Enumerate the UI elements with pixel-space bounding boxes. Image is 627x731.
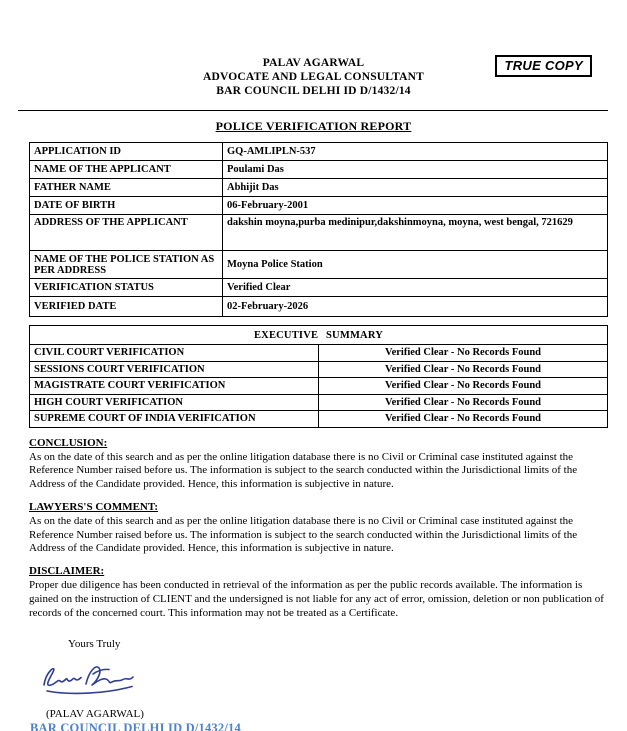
executive-summary-table [29,325,608,428]
table-header-row [30,326,608,345]
lawyers-comment-body: As on the date of this search and as per the online litigation database there is no Civil or Criminal case instituted against the Reference Number raised before us. The information is subject to the search conducted within the Jurisdictional limits of the Address of the Candidate provided. Hence, this information is subjective in nature. [29,514,578,555]
verification-result: Verified Clear - No Records Found [319,361,608,378]
verification-result: Verified Clear - No Records Found [319,411,608,428]
table-row [30,361,608,378]
conclusion-body: As on the date of this search and as per the online litigation database there is no Civil or Criminal case instituted against the Reference Number raised before us. The information is subject to the search conducted within the Jurisdictional limits of the Address of the Candidate provided. Hence, this information is subjective in nature. [29,450,578,491]
advocate-name: PALAV AGARWAL [262,57,365,69]
field-value: dakshin moyna,purba medinipur,dakshinmoyna, moyna, west bengal, 721629 [223,215,608,251]
field-label: VERIFIED DATE [30,297,223,317]
field-value: Moyna Police Station [223,251,608,279]
verification-result: Verified Clear - No Records Found [319,345,608,362]
applicant-details-table [29,142,608,317]
verification-label: SUPREME COURT OF INDIA VERIFICATION [30,411,319,428]
table-row [30,411,608,428]
table-row [30,394,608,411]
field-value: 06-February-2001 [223,197,608,215]
field-label: NAME OF THE APPLICANT [30,161,223,179]
table-row [30,215,608,251]
verification-label: HIGH COURT VERIFICATION [30,394,319,411]
verification-label: CIVIL COURT VERIFICATION [30,345,319,362]
table-row [30,279,608,297]
lawyers-comment-heading: LAWYERS'S COMMENT: [29,500,159,513]
field-label: APPLICATION ID [30,143,223,161]
table-row [30,378,608,395]
field-value: GQ-AMLIPLN-537 [223,143,608,161]
conclusion-section [29,437,607,492]
field-value: Poulami Das [223,161,608,179]
page-title: POLICE VERIFICATION REPORT [215,119,412,133]
table-row [30,251,608,279]
table-row [30,161,608,179]
signer-name: (PALAV AGARWAL) [46,707,144,720]
disclaimer-body: Proper due diligence has been conducted in retrieval of the information as per the public records available. The information is gained on the instruction of CLIENT and the undersigned is not liable for any act of error, omission, deletion or non publication of records of the concerned court. This information may not be treated as a Certificate. [29,579,604,619]
field-label: NAME OF THE POLICE STATION AS PER ADDRESS [30,251,223,279]
handwritten-signature [36,658,627,706]
field-value: Abhijit Das [223,179,608,197]
field-value: 02-February-2026 [223,297,608,317]
letterhead-divider [18,110,608,111]
conclusion-heading: CONCLUSION: [29,436,108,449]
advocate-bar-council: BAR COUNCIL DELHI ID D/1432/14 [216,85,411,97]
field-label: VERIFICATION STATUS [30,279,223,297]
closing-salutation: Yours Truly [68,637,121,650]
signer-bar-council-id: BAR COUNCIL DELHI ID D/1432/14 [30,720,241,731]
verification-result: Verified Clear - No Records Found [319,394,608,411]
disclaimer-heading: DISCLAIMER: [29,565,105,578]
table-row [30,345,608,362]
table-row [30,297,608,317]
table-row [30,179,608,197]
table-row [30,143,608,161]
verification-label: SESSIONS COURT VERIFICATION [30,361,319,378]
true-copy-stamp [495,55,592,77]
lawyers-comment-section [29,501,607,556]
field-label: ADDRESS OF THE APPLICANT [30,215,223,251]
advocate-designation: ADVOCATE AND LEGAL CONSULTANT [202,71,425,83]
executive-summary-title: EXECUTIVE SUMMARY [30,326,608,345]
letterhead [0,0,627,98]
table-row [30,197,608,215]
field-label: FATHER NAME [30,179,223,197]
signature-ink-icon [36,658,156,706]
verification-result: Verified Clear - No Records Found [319,378,608,395]
disclaimer-section [29,565,607,620]
field-value: Verified Clear [223,279,608,297]
true-copy-stamp-label: TRUE COPY [504,58,583,73]
field-label: DATE OF BIRTH [30,197,223,215]
verification-label: MAGISTRATE COURT VERIFICATION [30,378,319,395]
